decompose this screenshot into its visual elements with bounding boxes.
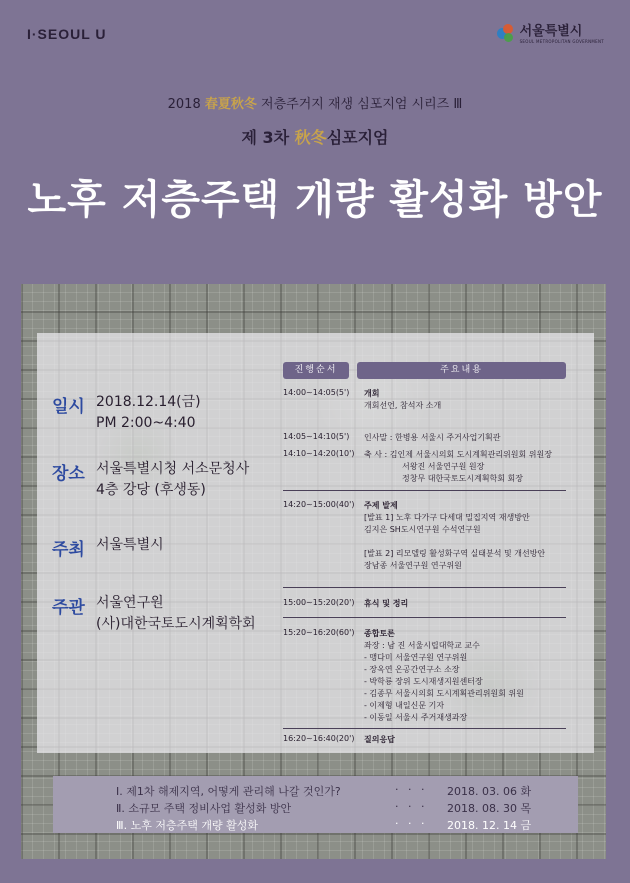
series-line: 2018 春夏秋冬 저층주거지 재생 심포지엄 시리즈 Ⅲ [167,97,463,112]
divider [283,728,566,729]
header-order: 진행순서 [283,362,349,379]
iseoulu-logo: I·SEOUL U [27,26,107,42]
divider [283,490,566,491]
seoul-city-logo [495,20,604,44]
poster-title: 노후 저층주택 개량 활성화 방안 [27,177,603,223]
header-content: 주요내용 [357,362,566,379]
symposium-subtitle: 제 3차 秋冬심포지엄 [241,128,389,147]
divider [283,587,566,588]
seoul-city-logo-text: 서울특별시 [519,24,583,39]
divider [283,617,566,618]
seoul-city-logo-en: SEOUL METROPOLITAN GOVERNMENT [519,39,604,44]
seoul-emblem-icon [495,21,515,43]
